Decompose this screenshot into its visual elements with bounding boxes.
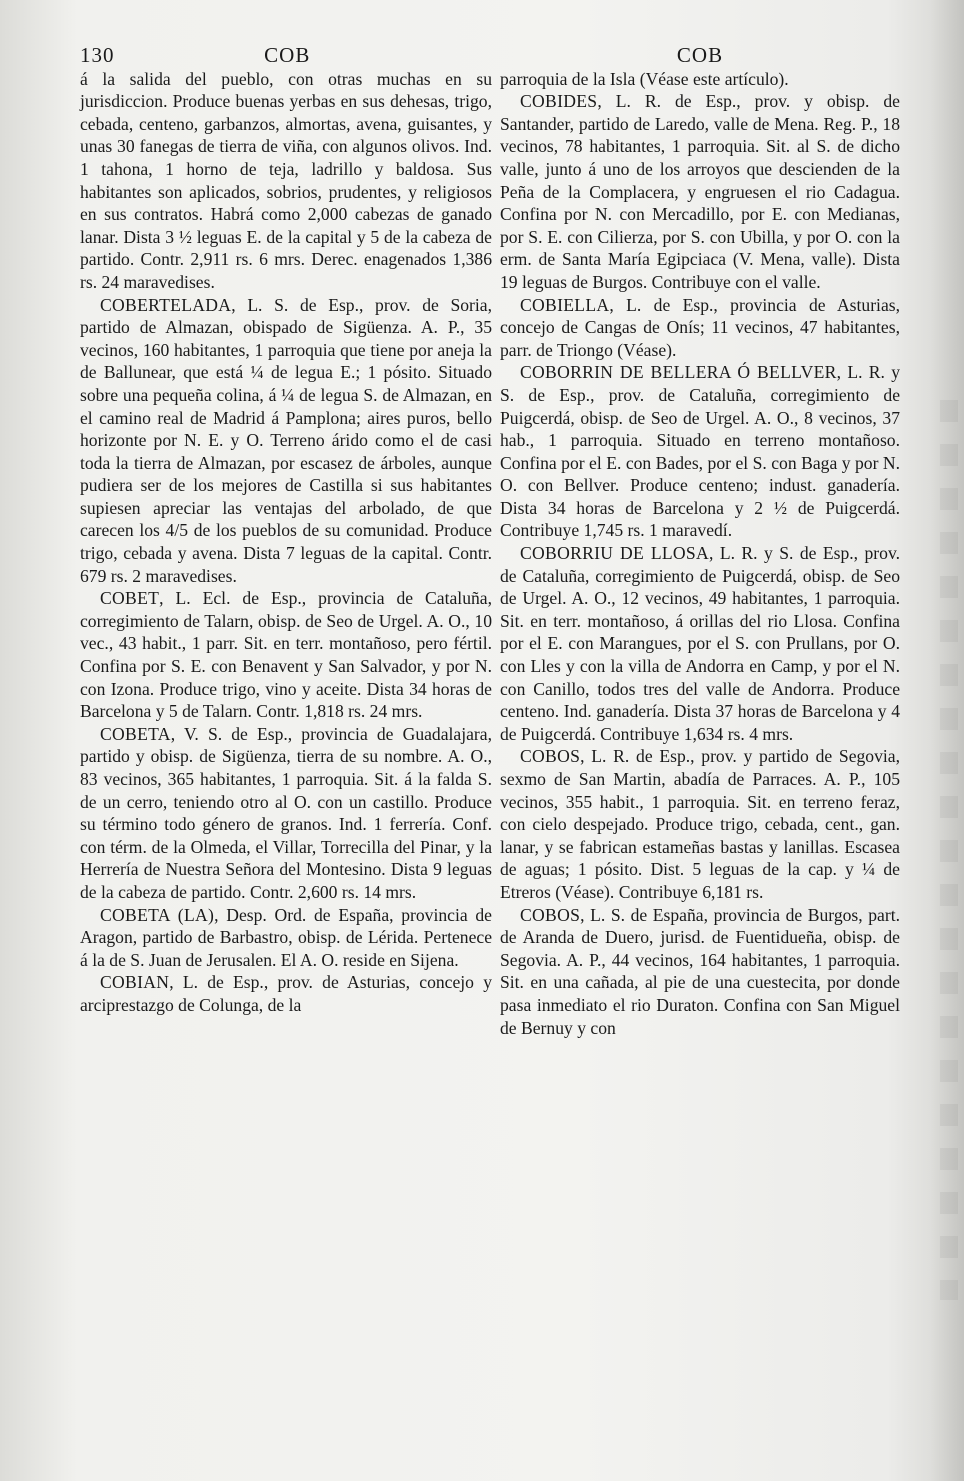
entry-cobos-burgos (500, 904, 900, 1040)
entry-cobiella (500, 294, 900, 362)
entry-headword: COBOS (520, 904, 581, 925)
entry-coborrin (500, 361, 900, 542)
entry-text: , L. Ecl. de Esp., provincia de Cataluña, corregimiento de Talarn, obisp. de Seo de Urgel. A. O., 10 vec., 43 habit., 1 parr. Sit. en terr. montañoso, pero fértil. Confina por S. E. con Benavent y San Salvador, y por N. con Izona. Produce trigo, vino y aceite. Dista 34 horas de Barcelona y 5 de Talarn. Contr. 1,818 rs. 24 mrs. (80, 588, 492, 722)
entry-text: parroquia de la Isla (Véase este artículo). (500, 68, 789, 89)
entry-text: , L. S. de España, provincia de Burgos, part. de Aranda de Duero, jurisd. de Fuentidueña, obisp. de Segovia. A. P., 44 vecinos, 164 habitantes, 1 parroquia. Sit. en una cañada, al pie de una cuestecita, por donde pasa inmediato el rio Duraton. Confina con San Miguel de Bernuy y con (500, 904, 900, 1038)
entry-text: , L. de Esp., prov. de Asturias, concejo y arciprestazgo de Colunga, de la (80, 972, 492, 1015)
entry-text: , V. S. de Esp., provincia de Guadalajara, partido y obisp. de Sigüenza, tierra de su nombre. A. O., 83 vecinos, 365 habitantes, 1 parroquia. Sit. á la falda S. de un cerro, teniendo otro al O. con un castillo. Produce su término todo género de granos. Ind. 1 ferrería. Conf. con térm. de la Olmeda, el Villar, Torrecilla del Pinar, y la Herrería de Nuestra Señora del Montesino. Dista 9 leguas de la cabeza de partido. Contr. 2,600 rs. 14 mrs. (80, 723, 492, 902)
entry-headword: COBERTELADA (100, 294, 232, 315)
left-header (80, 44, 492, 67)
bleed-through-marks (940, 400, 958, 1300)
left-running-head: COB (264, 43, 311, 67)
entry-text: , L. R. de Esp., prov. y obisp. de Santander, partido de Laredo, valle de Mena. Reg. P., 18 vecinos, 78 habitantes, 1 parroquia. Sit. al S. de dicho valle, junto á uno de los arroyos que descienden de la Peña de la Complacera, y engruesen el rio Cadagua. Confina por N. con Mercadillo, por E. con Medianas, por S. E. con Cilierza, por S. con Ubilla, y por O. con la erm. de Santa María Egipciaca (V. Mena, valle). Dista 19 leguas de Burgos. Contribuye con el valle. (500, 91, 900, 292)
entry-continuation-left (80, 68, 492, 294)
entry-cobeta (80, 723, 492, 904)
page-number: 130 (80, 43, 115, 67)
entry-text: , L. de Esp., provincia de Asturias, concejo de Cangas de Onís; 11 vecinos, 47 habitantes, parr. de Triongo (Véase). (500, 294, 900, 360)
right-column (500, 44, 900, 1039)
entry-headword: COBIDES (520, 91, 598, 112)
entry-cobides (500, 90, 900, 293)
entry-headword: COBOS (520, 746, 581, 767)
entry-text: , L. R. y S. de Esp., prov. de Cataluña, corregimiento de Puigcerdá, obisp. de Seo de Urgel. A. O., 12 vecinos, 49 habitantes, 1 parroquia. Sit. en terr. montañoso, á orillas del rio Llosa. Confina por el E. con Marangues, por el S. con Prullans, por O. con Lles y con la villa de Andorra en Camp, y por el N. con Canillo, todos tres del valle de Andorra. Produce centeno. Ind. ganadería. Dista 37 horas de Barcelona y 4 de Puigcerdá. Contribuye 1,634 rs. 4 mrs. (500, 543, 900, 744)
right-running-head: COB (676, 43, 724, 67)
entry-text: , L. R. y S. de Esp., prov. de Cataluña, corregimiento de Puigcerdá, obisp. de Seo de Urgel. A. O., 8 vecinos, 37 hab., 1 parroquia. Situado en terreno montañoso. Confina por el E. con Bades, por el S. con Baga y por N. O. con Bellver. Produce centeno; indust. ganadería. Dista 34 horas de Barcelona y 2 ½ de Puigcerdá. Contribuye 1,745 rs. 1 maravedí. (500, 362, 901, 541)
entry-text: , L. R. de Esp., prov. y partido de Segovia, sexmo de San Martin, abadía de Parraces. A. P., 105 vecinos, 355 habit., 1 parroquia. Sit. en terreno feraz, con cielo despejado. Produce trigo, cebada, cent., gan. lanar, y se fabrican estameñas bastas y lanillas. Escasea de aguas; 1 pósito. Dist. 5 leguas de la cap. y ¼ de Etreros (Véase). Contribuye 6,181 rs. (500, 746, 900, 902)
entry-continuation-right (500, 68, 900, 91)
entry-headword: COBIAN (100, 972, 170, 993)
entry-headword: COBORRIU DE LLOSA (520, 543, 710, 564)
entry-cobet (80, 587, 492, 723)
entry-headword: COBETA (LA) (100, 904, 215, 925)
entry-headword: COBET (100, 588, 160, 609)
entry-cobertelada (80, 294, 492, 588)
entry-text: , Desp. Ord. de España, provincia de Aragon, partido de Barbastro, obisp. de Lérida. Pertenece á la de S. Juan de Jerusalen. El A. O. reside en Sijena. (80, 904, 492, 970)
left-column (80, 44, 492, 1017)
entry-headword: COBIELLA (520, 294, 610, 315)
entry-cobian (80, 971, 492, 1016)
entry-text: á la salida del pueblo, con otras muchas en su jurisdiccion. Produce buenas yerbas en sus dehesas, trigo, cebada, centeno, garbanzos, almortas, avena, guisantes, y unas 30 fanegas de tierra de viña, con algunos olivos. Ind. 1 tahona, 1 horno de teja, ladrillo y baldosa. Sus habitantes son aplicados, sobrios, prudentes, y religiosos en sus contratos. Habrá como 2,000 cabezas de ganado lanar. Dista 3 ½ leguas E. de la capital y 5 de la cabeza de partido. Contr. 2,911 rs. 6 mrs. Derec. enagenados 1,386 rs. 24 maravedises. (80, 68, 492, 292)
entry-cobeta-la (80, 904, 492, 972)
entry-headword: COBORRIN DE BELLERA Ó BELLVER (520, 362, 837, 383)
entry-headword: COBETA (100, 723, 171, 744)
entry-text: , L. S. de Esp., prov. de Soria, partido de Almazan, obispado de Sigüenza. A. P., 35 vecinos, 160 habitantes, 1 parroquia que tiene por aneja la de Ballunear, que está ¼ de legua E.; 1 pósito. Situado sobre una pequeña colina, á ¼ de legua S. de Almazan, en el camino real de Madrid á Pamplona; aires puros, bello horizonte por N. E. y O. Terreno árido como el de casi toda la tierra de Almazan, por escasez de árboles, aunque pudiera ser de los mejores de Castilla si sus habitantes supiesen apreciar las ventajas del arbolado, de que carecen los 4/5 de los pueblos de su comunidad. Produce trigo, cebada y avena. Dista 7 leguas de la capital. Contr. 679 rs. 2 maravedises. (80, 294, 492, 586)
entry-coborriu (500, 542, 900, 745)
entry-cobos-segovia (500, 745, 900, 903)
